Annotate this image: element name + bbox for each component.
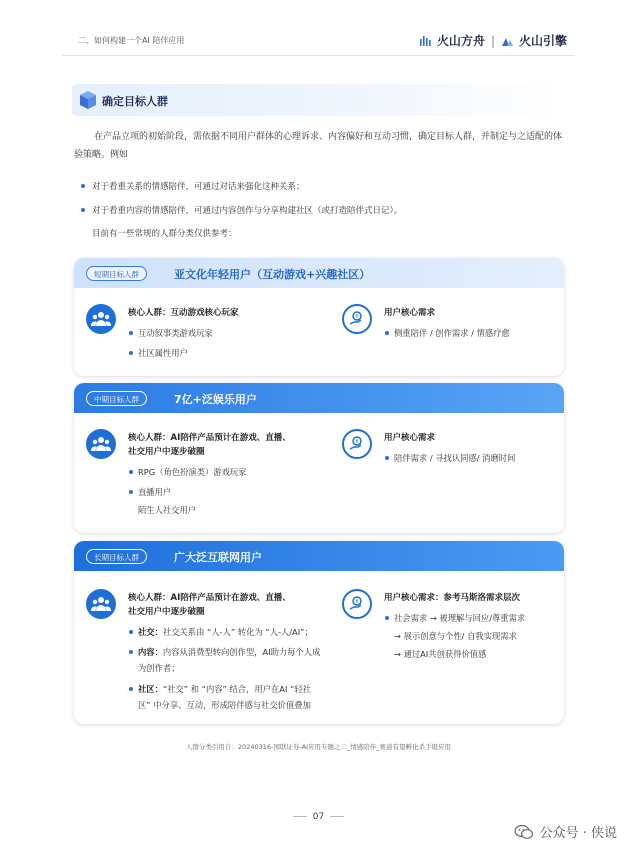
brand-ark-name: 火山方舟 xyxy=(436,34,485,48)
core-need-item: 陪伴需求 / 寻找认同感/ 消磨时间 xyxy=(394,453,516,463)
intro-paragraph: 在产品立项的初始阶段，需依据不同用户群体的心理诉求、内容偏好和互动习惯，确定目标人群，并制定与之适配的体验策略。例如 xyxy=(74,132,563,160)
card-title: 广大泛互联网用户 xyxy=(174,551,262,564)
cube-icon xyxy=(78,90,98,110)
volcano-engine-logo-icon xyxy=(501,35,513,47)
core-group-title-line1: 核心人群：AI陪伴产品预计在游戏、直播、 xyxy=(128,593,291,603)
core-need-item: → 通过AI共创获得价值感 xyxy=(394,649,487,659)
core-need-title: 用户核心需求：参考马斯洛需求层次 xyxy=(384,593,521,603)
page-number: 07 xyxy=(312,812,325,822)
users-icon xyxy=(86,304,116,334)
section-title: 确定目标人群 xyxy=(102,95,168,108)
core-need-item: 侧重陪伴 / 创作需求 / 情感疗愈 xyxy=(394,328,510,338)
header-divider xyxy=(62,55,575,56)
brand-separator: | xyxy=(490,33,495,48)
header-section-label: 二、如何构建一个AI 陪伴应用 xyxy=(78,36,185,45)
mid-term-card xyxy=(74,383,564,533)
svg-text:¥: ¥ xyxy=(355,599,359,605)
hand-money-icon xyxy=(342,429,372,459)
volcano-ark-logo-icon xyxy=(419,35,431,47)
bullet-relationship: 对于看重关系的情感陪伴，可通过对话来强化这种关系； xyxy=(92,182,305,192)
core-need-title: 用户核心需求 xyxy=(384,308,436,318)
core-need-item: 社会需求 → 被理解与回应/尊重需求 xyxy=(394,613,526,623)
core-group-title-line1: 核心人群：AI陪伴产品预计在游戏、直播、 xyxy=(128,433,291,443)
core-group-title-line2: 社交用户中逐步破圈 xyxy=(128,607,205,617)
term-tag: 短期目标人群 xyxy=(86,266,147,281)
users-icon xyxy=(86,429,116,459)
content-label: 内容： xyxy=(138,647,163,657)
term-tag: 中期目标人群 xyxy=(86,391,147,406)
core-group-item: 直播用户 xyxy=(138,487,172,497)
page-number-row xyxy=(0,812,637,822)
bullet-content: 对于看重内容的情感陪伴，可通过内容创作与分享构建社区（或打造陪伴式日记）。 xyxy=(92,206,403,216)
core-group-title-line2: 社交用户中逐步破圈 xyxy=(128,447,205,457)
community-label: 社区： xyxy=(138,684,163,694)
hand-money-icon xyxy=(342,589,372,619)
core-group-item: 陌生人社交用户 xyxy=(138,505,197,515)
users-icon xyxy=(86,589,116,619)
svg-text:¥: ¥ xyxy=(355,439,359,445)
card-title: 亚文化年轻用户（互动游戏+兴趣社区） xyxy=(174,268,371,281)
community-text: “社交” 和 “内容” 结合，用户在AI “轻社 xyxy=(162,684,311,694)
card-header xyxy=(74,383,564,413)
core-need-item: → 展示创意与个性/ 自我实现需求 xyxy=(394,631,517,641)
footnote: 人群分类引用自：20240316-国联证券-AI应用专题之二_情感陪伴_赛道有望孵化杀手级应用 xyxy=(185,743,452,751)
core-group-title: 核心人群：互动游戏核心玩家 xyxy=(128,308,239,318)
content-text: 内容从消费型转向创作型，AI助力每个人成 xyxy=(162,647,321,657)
core-need-title: 用户核心需求 xyxy=(384,433,436,443)
card-title: 7亿+泛娱乐用户 xyxy=(174,393,257,406)
term-tag: 长期目标人群 xyxy=(86,549,147,564)
short-term-card xyxy=(74,258,564,376)
core-group-item: 互动叙事类游戏玩家 xyxy=(138,328,213,338)
svg-text:¥: ¥ xyxy=(355,314,359,320)
core-group-item: RPG（角色扮演类）游戏玩家 xyxy=(138,467,247,477)
social-text: 社交关系由 “人-人” 转化为 “人-人/AI”； xyxy=(162,627,313,637)
community-item-cont: 区” 中分享、互动，形成陪伴感与社交价值叠加 xyxy=(138,700,311,710)
content-item xyxy=(138,645,320,659)
card-header xyxy=(74,541,564,571)
watermark-text: 公众号 · 侠说 xyxy=(539,826,617,841)
social-item xyxy=(138,625,313,639)
lead-text: 目前有一些常规的人群分类仅供参考： xyxy=(92,229,237,239)
social-label: 社交： xyxy=(138,627,163,637)
community-item xyxy=(138,682,311,696)
long-term-card xyxy=(74,541,564,724)
content-item-cont: 为创作者； xyxy=(138,663,180,673)
wechat-icon xyxy=(514,824,534,840)
page-header xyxy=(62,26,575,56)
watermark xyxy=(514,822,617,841)
card-header xyxy=(74,258,564,288)
hand-money-icon xyxy=(342,304,372,334)
section-title-bar xyxy=(72,84,562,116)
brand-logos xyxy=(419,32,567,49)
core-group-item: 社区属性用户 xyxy=(138,348,188,358)
brand-engine-name: 火山引擎 xyxy=(518,34,567,48)
